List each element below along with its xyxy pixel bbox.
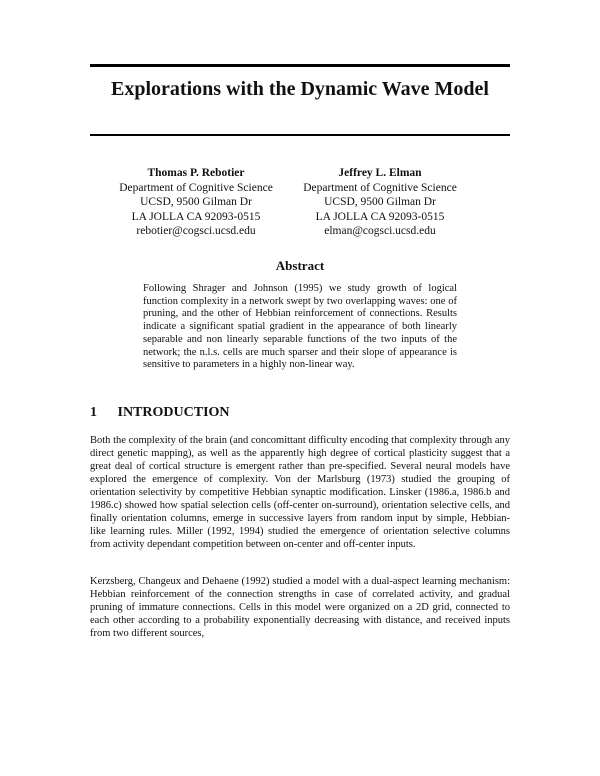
author-city: LA JOLLA CA 92093-0515 (131, 210, 261, 223)
author-name: Thomas P. Rebotier (147, 167, 245, 179)
abstract-text: Following Shrager and Johnson (1995) we study growth of logical function complexity in a network swept by two overlapping waves: one of pruning, and the other of Hebbian reinforcement of connections. Results indicate a significant spatial gradient in the appearance of both linearly separable and non linearly separable functions of the two inputs of the network; the n.l.s. cells are much sparser and their slope of appearance is sensitive to parameters in a highly non-linear way. (143, 283, 457, 371)
paper-title: Explorations with the Dynamic Wave Model (111, 78, 489, 100)
author-email: elman@cogsci.ucsd.edu (324, 225, 436, 237)
section-title: INTRODUCTION (117, 405, 230, 420)
author-address: UCSD, 9500 Gilman Dr (324, 196, 436, 208)
author-department: Department of Cognitive Science (303, 181, 457, 194)
author-address: UCSD, 9500 Gilman Dr (140, 196, 252, 208)
author-email: rebotier@cogsci.ucsd.edu (136, 225, 256, 237)
author-block-1 (96, 166, 296, 239)
body-paragraph-2: Kerzsberg, Changeux and Dehaene (1992) studied a model with a dual-aspect learning mechanism: Hebbian reinforcement of the connection strengths in case of correlated activity, and gradual pruning of immature connections. Cells in this model were organized on a 2D grid, connected to each other according to a probability exponentially decreasing with distance, and received inputs from two different sources, (90, 576, 510, 639)
section-heading (90, 405, 510, 421)
author-block-2 (280, 166, 480, 239)
section-number: 1 (90, 405, 97, 420)
body-paragraph-1: Both the complexity of the brain (and concomittant difficulty encoding that complexity through any direct genetic mapping), as well as the apparently high degree of cortical plasticity suggest that a great deal of cortical structure is emergent rather than pre-specified. Several neural models have explored the emergence of complexity. Von der Marlsburg (1973) studied the grouping of orientation selectivity by competitive Hebbian synaptic modification. Linsker (1986.a, 1986.b and 1986.c) showed how spatial selection cells (off-center on-surround), orientation selective cells, and finally orientation columns, emerge in successive layers from random input by simple, Hebbian-like learning rules. Miller (1992, 1994) studied the emergence of orientation selective columns from activity dependant competition between on-center and off-center inputs. (90, 435, 510, 550)
title-rule-top (90, 64, 510, 67)
author-city: LA JOLLA CA 92093-0515 (315, 210, 445, 223)
author-name: Jeffrey L. Elman (338, 167, 422, 179)
author-department: Department of Cognitive Science (119, 181, 273, 194)
abstract-heading: Abstract (275, 258, 325, 273)
title-rule-bottom (90, 134, 510, 136)
